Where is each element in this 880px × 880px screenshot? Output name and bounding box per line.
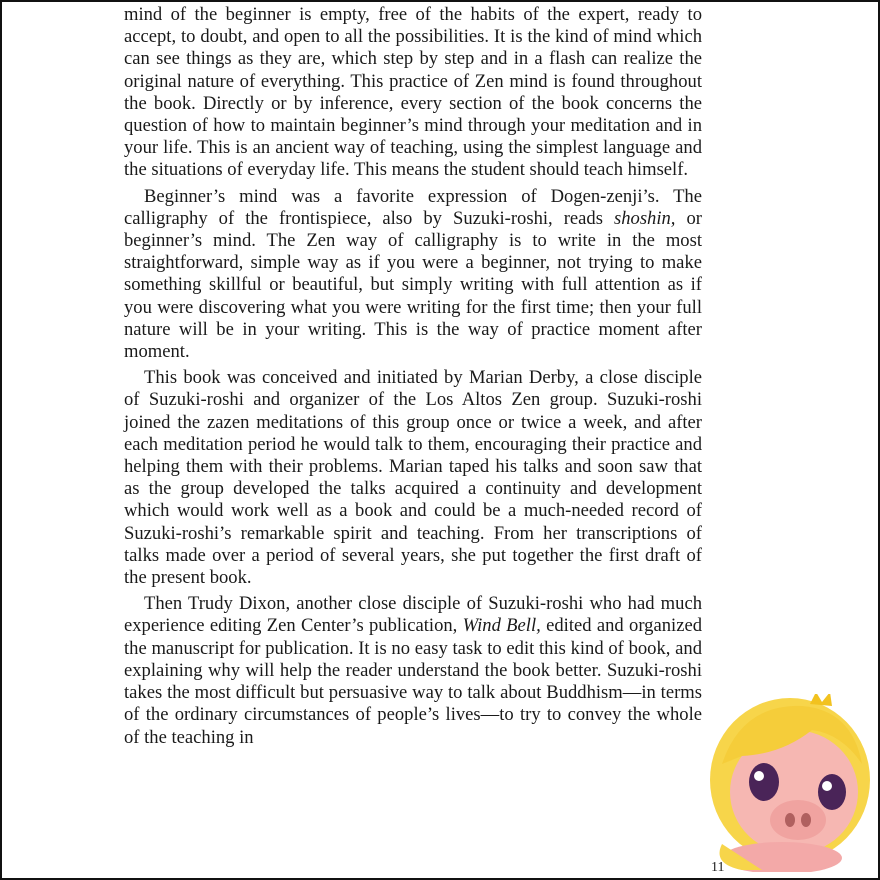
paragraph-2-italic-term: shoshin, [613, 207, 676, 229]
pig-mascot-overlay[interactable] [702, 694, 874, 872]
paragraph-4 [124, 593, 702, 748]
paragraph-2-text-start: Beginner’s mind was a favorite expression of Dogen-zenji’s. The calligraphy of the frontispiece, also by Suzuki-roshi, reads [124, 185, 702, 229]
page-number: 11 [711, 860, 725, 875]
paragraph-2-text-end: or beginner’s mind. The Zen way of calligraphy is to write in the most straightforward, simple way as if you were a beginner, not trying to make something skillful or beautiful, but simply writing with full attention as if you were discovering what you were writing for the first time; then your full nature will be in your writing. This is the way of practice moment after moment. [124, 207, 702, 363]
paragraph-4-text-start: Then Trudy Dixon, another close disciple of Suzuki-roshi who had much experience editing Zen Center’s publication, [124, 593, 702, 637]
book-text [124, 4, 702, 753]
paragraph-4-text-end: edited and organized the manuscript for publication. It is no easy task to edit this kind of book, and explaining why will help the reader understand the book better. Suzuki-roshi takes the most difficult but persuasive way to talk about Buddhism—in terms of the ordinary circumstances of people’s lives—to try to convey the whole of the teaching in [124, 615, 702, 748]
paragraph-3: This book was conceived and initiated by Marian Derby, a close disciple of Suzuki-roshi and organizer of the Los Altos Zen group. Suzuki-roshi joined the zazen meditations of this group once or twice a week, and after each meditation period he would talk to them, encouraging their practice and helping them with their problems. Marian taped his talks and soon saw that as the group developed the talks acquired a continuity and development which would work well as a book and could be a much-needed record of Suzuki-roshi’s remarkable spirit and teaching. From her transcriptions of talks made over a period of several years, she put together the first draft of the present book. [124, 367, 702, 589]
paragraph-1: mind of the beginner is empty, free of the habits of the expert, ready to accept, to doubt, and open to all the possibilities. It is the kind of mind which can see things as they are, which step by step and in a flash can realize the original nature of everything. This practice of Zen mind is found throughout the book. Directly or by inference, every section of the book concerns the question of how to maintain beginner’s mind through your meditation and in your life. This is an ancient way of teaching, using the simplest language and the situations of everyday life. This means the student should teach himself. [124, 4, 702, 181]
paragraph-4-italic-title: Wind Bell, [462, 615, 541, 637]
cartoon-pig-mascot-icon [702, 694, 874, 872]
paragraph-2 [124, 186, 702, 364]
